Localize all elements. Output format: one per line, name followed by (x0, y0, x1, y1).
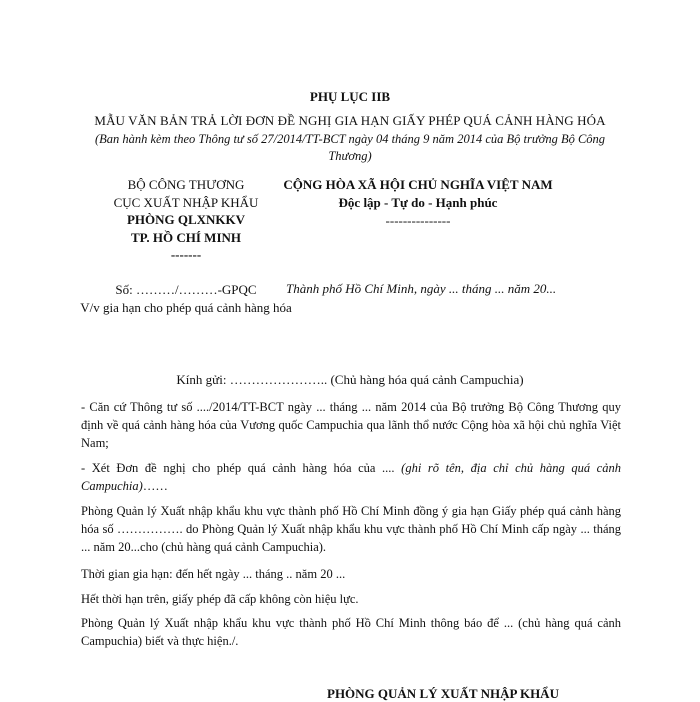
paragraph-request-review (81, 459, 621, 495)
document-number-block (80, 281, 292, 316)
paragraph-approval: Phòng Quản lý Xuất nhập khẩu khu vực thành phố Hồ Chí Minh đồng ý gia hạn Giấy phép quá cảnh hàng hóa số ……………. do Phòng Quản lý Xuất nhập khẩu khu vực thành phố Hồ Chí Minh cấp ngày ... tháng ... năm 20...cho (chủ hàng quá cảnh Campuchia). (81, 504, 621, 554)
paragraph-legal-basis: - Căn cứ Thông tư số ..../2014/TT-BCT ngày ... tháng ... năm 2014 của Bộ trưởng Bộ Công Thương quy định về quá cảnh hàng hóa của Vương quốc Campuchia qua lãnh thổ nước Cộng hòa xã hội chủ nghĩa Việt Nam; (81, 400, 621, 450)
agency-city: TP. HỒ CHÍ MINH (130, 229, 242, 245)
document-subject: V/v gia hạn cho phép quá cảnh hàng hóa (80, 299, 292, 315)
motto-divider: --------------- (385, 213, 451, 228)
salutation: Kính gửi: ………………….. (Chủ hàng hóa quá cảnh Campuchia) (176, 372, 524, 387)
appendix-title: PHỤ LỤC IIB (309, 89, 391, 104)
request-review-note: (ghi rõ tên, địa chỉ chủ hàng quá cảnh Campuchia) (81, 461, 621, 493)
request-review-ellipsis: …… (142, 479, 168, 493)
national-header (268, 176, 568, 230)
country-name: CỘNG HÒA XÃ HỘI CHỦ NGHĨA VIỆT NAM (283, 177, 553, 192)
agency-ministry: BỘ CÔNG THƯƠNG (127, 177, 245, 192)
agency-divider: ------- (170, 247, 202, 262)
paragraph-notice: Phòng Quản lý Xuất nhập khẩu khu vực thành phố Hồ Chí Minh thông báo để ... (chủ hàng quá cảnh Campuchia) biết và thực hiện./. (81, 616, 621, 648)
place-date: Thành phố Hồ Chí Minh, ngày ... tháng ... năm 20... (286, 281, 557, 296)
paragraph-extension-period: Thời gian gia hạn: đến hết ngày ... tháng .. năm 20 ... (81, 567, 346, 581)
signature-heading: PHÒNG QUẢN LÝ XUẤT NHẬP KHẨU (327, 686, 559, 701)
agency-department: CỤC XUẤT NHẬP KHẨU (113, 194, 259, 210)
issued-note: (Ban hành kèm theo Thông tư số 27/2014/TT-BCT ngày 04 tháng 9 năm 2014 của Bộ trưởng Bộ Công Thương) (94, 132, 606, 163)
document-number: Số: ………/………-GPQC (115, 282, 257, 297)
form-title: MẪU VĂN BẢN TRẢ LỜI ĐƠN ĐỀ NGHỊ GIA HẠN GIẤY PHÉP QUÁ CẢNH HÀNG HÓA (94, 113, 606, 128)
request-review-text: - Xét Đơn đề nghị cho phép quá cảnh hàng hóa của .... (81, 461, 402, 475)
paragraph-expiry: Hết thời hạn trên, giấy phép đã cấp không còn hiệu lực. (81, 592, 359, 606)
agency-office: PHÒNG QLXNKKV (126, 212, 246, 227)
national-motto: Độc lập - Tự do - Hạnh phúc (338, 195, 498, 210)
agency-header (80, 176, 292, 264)
